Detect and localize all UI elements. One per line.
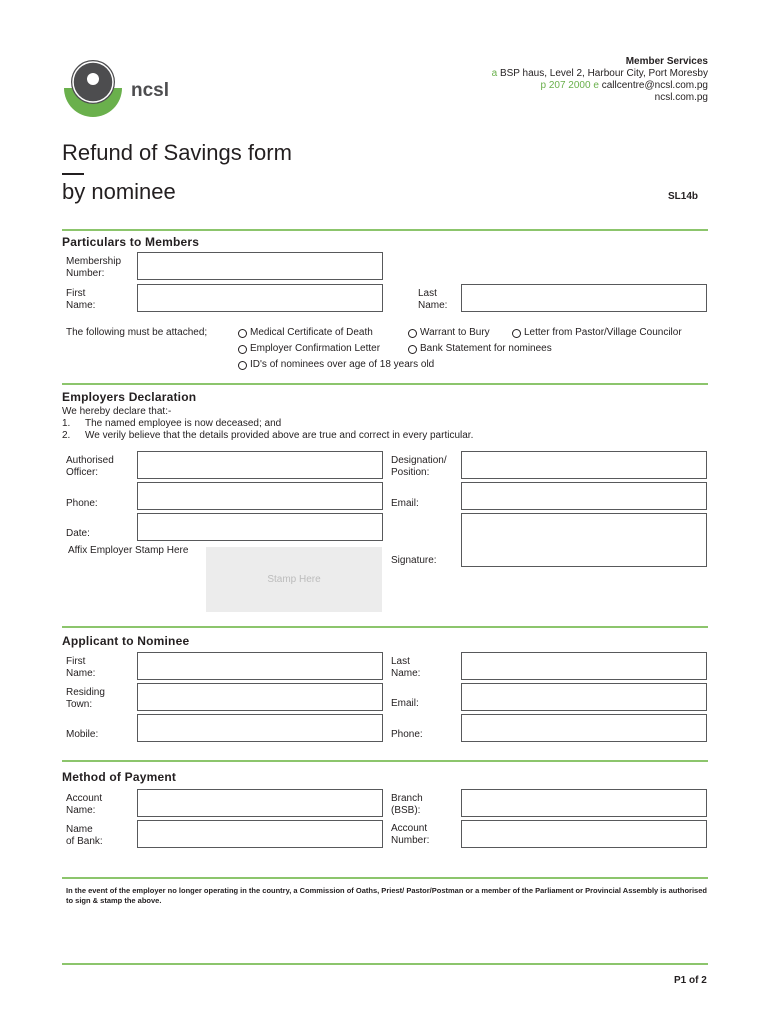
- account-number-label: Account Number:: [391, 823, 430, 846]
- member-first-name-input[interactable]: [137, 284, 383, 312]
- contact-line: p 207 2000 e callcentre@ncsl.com.pg: [540, 80, 708, 91]
- page-title: Refund of Savings form: [62, 140, 292, 165]
- ncsl-logo-icon: [60, 58, 126, 122]
- radio-circle-icon: [408, 345, 417, 354]
- divider: [62, 626, 708, 628]
- date-input[interactable]: [137, 513, 383, 541]
- option-medical-certificate[interactable]: Medical Certificate of Death: [238, 327, 373, 339]
- residing-town-input[interactable]: [137, 683, 383, 711]
- declaration-item-2-number: 2.: [62, 430, 71, 441]
- page-number: P1 of 2: [674, 975, 707, 986]
- section-heading-employers: Employers Declaration: [62, 390, 197, 404]
- employer-phone-label: Phone:: [66, 498, 98, 509]
- stamp-label: Affix Employer Stamp Here: [68, 545, 189, 556]
- mobile-label: Mobile:: [66, 729, 99, 740]
- declaration-intro: We hereby declare that:-: [62, 406, 172, 417]
- branch-bsb-label: Branch (BSB):: [391, 793, 423, 816]
- applicant-first-name-label: First Name:: [66, 656, 96, 679]
- designation-input[interactable]: [461, 451, 707, 479]
- mobile-input[interactable]: [137, 714, 383, 742]
- bank-name-label: Name of Bank:: [66, 824, 103, 847]
- branch-bsb-input[interactable]: [461, 789, 707, 817]
- section-heading-payment: Method of Payment: [62, 770, 177, 784]
- section-heading-particulars: Particulars to Members: [62, 235, 200, 249]
- ncsl-logo: [60, 58, 190, 122]
- divider: [62, 383, 708, 385]
- applicant-email-input[interactable]: [461, 683, 707, 711]
- member-services-title: Member Services: [625, 56, 708, 67]
- form-code: SL14b: [668, 191, 699, 202]
- website: ncsl.com.pg: [654, 92, 708, 103]
- stamp-placeholder: Stamp Here: [267, 574, 321, 585]
- title-dash: [62, 173, 84, 175]
- section-heading-applicant: Applicant to Nominee: [62, 634, 190, 648]
- logo-text: ncsl: [131, 80, 170, 101]
- applicant-first-name-input[interactable]: [137, 652, 383, 680]
- bank-name-input[interactable]: [137, 820, 383, 848]
- first-name-label: First Name:: [66, 288, 96, 311]
- account-number-input[interactable]: [461, 820, 707, 848]
- radio-circle-icon: [408, 329, 417, 338]
- signature-box[interactable]: [461, 513, 707, 567]
- option-ids-of-nominees[interactable]: ID's of nominees over age of 18 years old: [238, 359, 434, 371]
- page-subtitle: by nominee: [62, 179, 176, 204]
- declaration-item-2: We verily believe that the details provided above are true and correct in every particular.: [85, 430, 474, 441]
- membership-number-label: Membership Number:: [66, 256, 122, 279]
- radio-circle-icon: [238, 345, 247, 354]
- applicant-email-label: Email:: [391, 698, 419, 709]
- applicant-phone-label: Phone:: [391, 729, 423, 740]
- employer-email-input[interactable]: [461, 482, 707, 510]
- radio-circle-icon: [512, 329, 521, 338]
- date-label: Date:: [66, 528, 90, 539]
- last-name-label: Last Name:: [418, 288, 448, 311]
- declaration-item-1-number: 1.: [62, 418, 71, 429]
- employer-email-label: Email:: [391, 498, 419, 509]
- member-last-name-input[interactable]: [461, 284, 707, 312]
- option-bank-statement[interactable]: Bank Statement for nominees: [408, 343, 552, 355]
- option-employer-confirmation[interactable]: Employer Confirmation Letter: [238, 343, 380, 355]
- divider: [62, 877, 708, 879]
- authorised-officer-label: Authorised Officer:: [66, 455, 114, 478]
- stamp-area[interactable]: [206, 547, 382, 612]
- attached-label: The following must be attached;: [66, 327, 208, 338]
- radio-circle-icon: [238, 329, 247, 338]
- account-name-input[interactable]: [137, 789, 383, 817]
- address-line: a BSP haus, Level 2, Harbour City, Port Moresby: [491, 68, 708, 79]
- employer-phone-input[interactable]: [137, 482, 383, 510]
- divider: [62, 963, 708, 965]
- radio-circle-icon: [238, 361, 247, 370]
- authorised-officer-input[interactable]: [137, 451, 383, 479]
- signature-label: Signature:: [391, 555, 437, 566]
- declaration-item-1: The named employee is now deceased; and: [85, 418, 282, 429]
- applicant-last-name-input[interactable]: [461, 652, 707, 680]
- designation-label: Designation/ Position:: [391, 455, 447, 478]
- option-warrant-to-bury[interactable]: Warrant to Bury: [408, 327, 490, 339]
- membership-number-input[interactable]: [137, 252, 383, 280]
- option-letter-from-pastor[interactable]: Letter from Pastor/Village Councilor: [512, 327, 682, 339]
- account-name-label: Account Name:: [66, 793, 103, 816]
- applicant-last-name-label: Last Name:: [391, 656, 421, 679]
- divider: [62, 760, 708, 762]
- footer-note: In the event of the employer no longer operating in the country, a Commission of Oaths, Priest/ Pastor/Postman or a member of the Parliament or Provincial Assembly is authorised to sign & stamp the above.: [66, 886, 707, 905]
- divider: [62, 229, 708, 231]
- residing-town-label: Residing Town:: [66, 687, 105, 710]
- applicant-phone-input[interactable]: [461, 714, 707, 742]
